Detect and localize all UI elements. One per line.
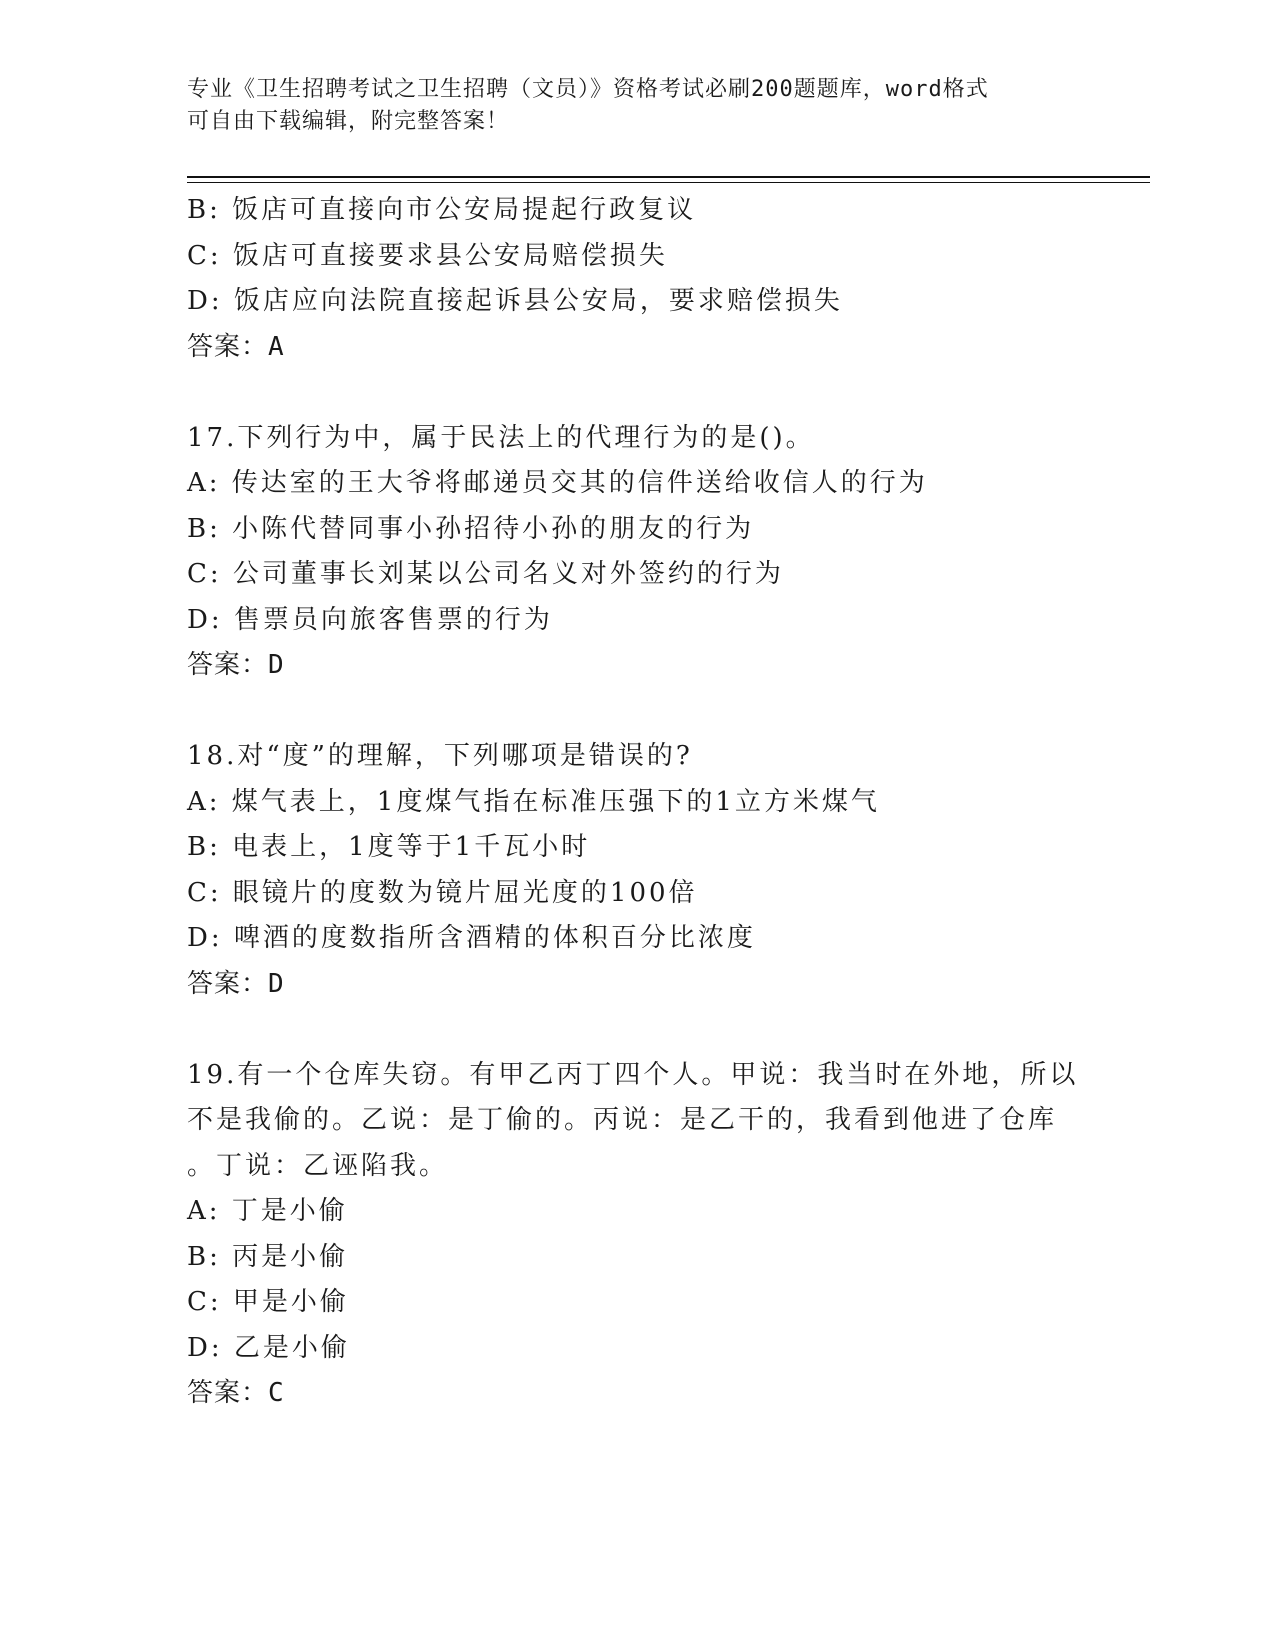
option-d: D: 饭店应向法院直接起诉县公安局，要求赔偿损失 — [187, 286, 843, 316]
option-c: C: 甲是小偷 — [187, 1287, 349, 1317]
question-stem-continued: 不是我偷的。乙说：是丁偷的。丙说：是乙干的，我看到他进了仓库 — [187, 1105, 1058, 1135]
spacer — [187, 370, 1087, 416]
option-d: D: 乙是小偷 — [187, 1332, 350, 1363]
option-d: D: 售票员向旅客售票的行为 — [187, 604, 553, 635]
page-header — [187, 74, 1087, 138]
option-a: A: 丁是小偷 — [187, 1196, 348, 1226]
question-stem: 17.下列行为中，属于民法上的代理行为的是()。 — [187, 422, 815, 453]
question-stem: 18.对“度”的理解，下列哪项是错误的? — [187, 741, 693, 771]
option-c: C: 眼镜片的度数为镜片屈光度的100倍 — [187, 877, 698, 908]
question-19 — [187, 1053, 1087, 1417]
option-d: D: 啤酒的度数指所含酒精的体积百分比浓度 — [187, 923, 756, 953]
option-b: B: 小陈代替同事小孙招待小孙的朋友的行为 — [187, 513, 755, 544]
option-c: C: 公司董事长刘某以公司名义对外签约的行为 — [187, 559, 784, 589]
question-stem: 19.有一个仓库失窃。有甲乙丙丁四个人。甲说：我当时在外地，所以 — [187, 1059, 1079, 1090]
option-c: C: 饭店可直接要求县公安局赔偿损失 — [187, 240, 668, 271]
answer-line: 答案：D — [187, 968, 285, 999]
spacer — [187, 1007, 1087, 1053]
question-list — [187, 188, 1087, 1417]
header-title-line-1: 专业《卫生招聘考试之卫生招聘（文员）》资格考试必刷200题题库，word格式 — [187, 77, 989, 102]
answer-line: 答案：C — [187, 1378, 285, 1408]
option-b: B: 丙是小偷 — [187, 1241, 349, 1272]
question-17 — [187, 416, 1087, 689]
question-stem-continued: 。丁说：乙诬陷我。 — [187, 1150, 449, 1181]
header-divider-thin — [187, 182, 1150, 183]
answer-line: 答案：D — [187, 650, 285, 680]
option-b: B: 电表上，1度等于1千瓦小时 — [187, 832, 591, 862]
question-18 — [187, 734, 1087, 1007]
question-16-continued — [187, 188, 1087, 370]
spacer — [187, 689, 1087, 735]
answer-line: 答案：A — [187, 331, 285, 362]
header-title-line-2: 可自由下载编辑，附完整答案！ — [187, 109, 510, 134]
option-a: A: 煤气表上，1度煤气指在标准压强下的1立方米煤气 — [187, 786, 880, 817]
header-divider — [187, 176, 1150, 178]
option-a: A: 传达室的王大爷将邮递员交其的信件送给收信人的行为 — [187, 468, 928, 498]
option-b: B: 饭店可直接向市公安局提起行政复议 — [187, 195, 697, 225]
